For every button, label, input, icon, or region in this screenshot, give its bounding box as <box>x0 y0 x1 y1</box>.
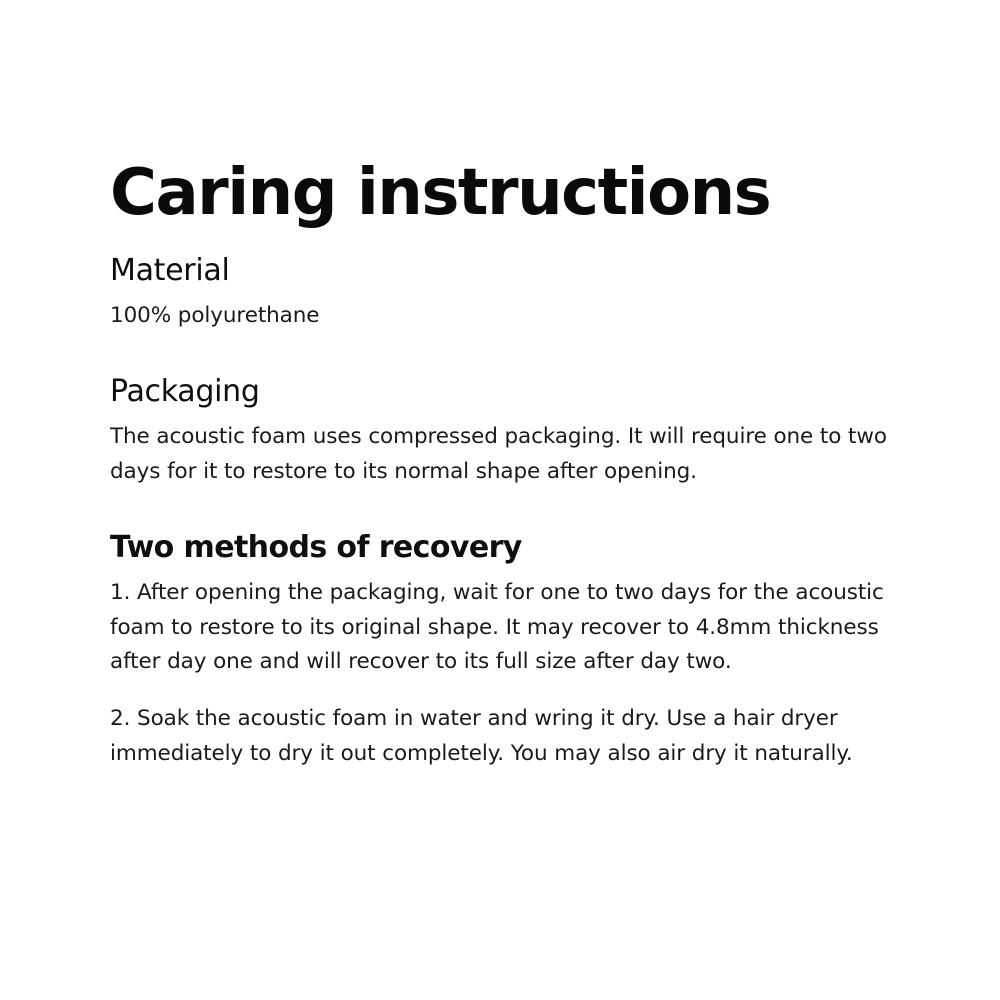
section-recovery <box>110 530 900 772</box>
section-text-recovery-method-1: 1. After opening the packaging, wait for one to two days for the acoustic foam to restore to its original shape. It may recover to 4.8mm thickness after day one and will recover to its full size after day two. <box>110 579 884 675</box>
section-text-material: 100% polyurethane <box>110 303 320 329</box>
page-title: Caring instructions <box>110 156 771 230</box>
section-heading-recovery: Two methods of recovery <box>110 529 522 565</box>
section-heading-material: Material <box>110 253 230 289</box>
section-packaging <box>110 374 900 490</box>
section-heading-packaging: Packaging <box>110 374 260 410</box>
section-text-packaging: The acoustic foam uses compressed packaging. It will require one to two days for it to restore to its normal shape after opening. <box>110 424 887 484</box>
section-material <box>110 253 900 334</box>
spacer <box>110 496 900 530</box>
spacer <box>110 340 900 374</box>
section-text-recovery-method-2: 2. Soak the acoustic foam in water and wring it dry. Use a hair dryer immediately to dry it out completely. You may also air dry it naturally. <box>110 706 853 766</box>
